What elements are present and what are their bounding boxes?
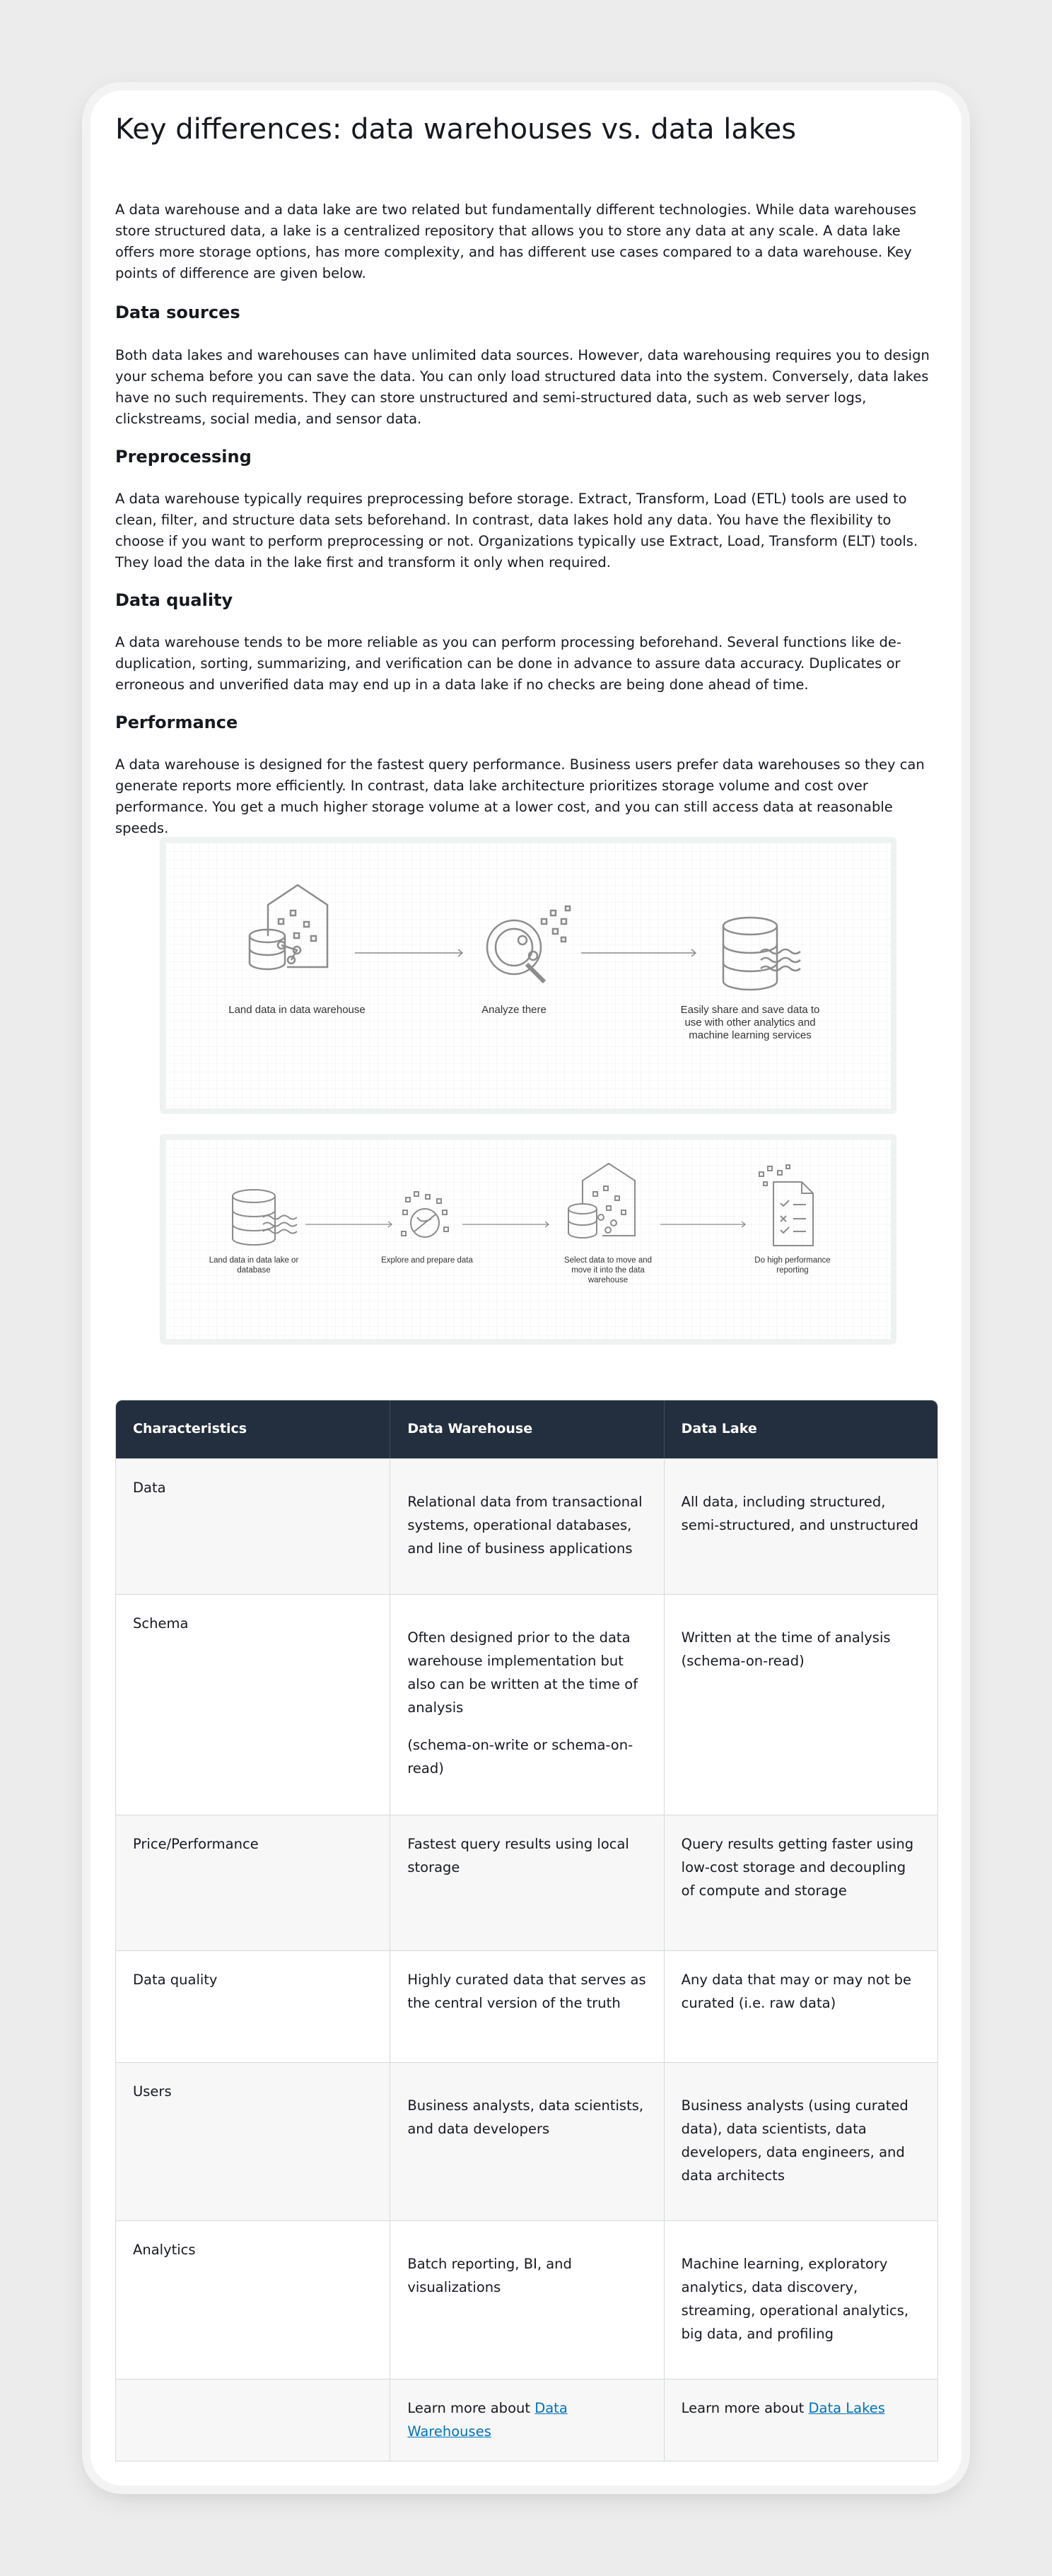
page-title: Key differences: data warehouses vs. data lakes — [115, 113, 797, 146]
cell-text: Business analysts, data scientists, and data developers — [407, 2097, 644, 2137]
lake-cell — [664, 1459, 937, 1594]
warehouse-cell — [390, 1595, 663, 1815]
cell-text: (schema-on-write or schema-on-read) — [407, 1737, 633, 1776]
cell-text: Written at the time of analysis (schema-on-read) — [681, 1629, 891, 1669]
share-database-icon — [723, 918, 800, 990]
table-row — [116, 1950, 937, 2062]
move-warehouse-icon — [568, 1164, 635, 1238]
cell-text: Often designed prior to the data warehouse implementation but also can be written at the time of analysis — [407, 1629, 638, 1716]
lake-cell — [664, 1815, 937, 1950]
lake-cell — [664, 1595, 937, 1815]
row-label: Data quality — [133, 1972, 218, 1988]
warehouse-learn-more-cell — [390, 2379, 663, 2461]
header-data-lake: Data Lake — [664, 1400, 937, 1458]
cell-text: Batch reporting, BI, and visualizations — [407, 2256, 572, 2295]
row-label: Price/Performance — [133, 1836, 259, 1852]
row-label: Analytics — [133, 2242, 196, 2258]
step-share-save-data: Easily share and save data to use with other analytics and machine learning services — [680, 1004, 820, 1041]
heading-preprocessing: Preprocessing — [115, 447, 252, 467]
lake-cell — [664, 2063, 937, 2220]
step-high-performance-reporting: Do high performance reporting — [754, 1256, 831, 1275]
cell-text: Query results getting faster using low-cost storage and decoupling of compute and storage — [681, 1836, 914, 1899]
lake-cell — [664, 2221, 937, 2379]
analyze-magnifier-icon — [487, 906, 570, 982]
lake-database-icon — [233, 1190, 297, 1245]
table-row — [116, 1594, 937, 1815]
paragraph-preprocessing: A data warehouse typically requires preprocessing before storage. Extract, Transform, Load (ETL) tools are used to clean, filter, and structure data sets beforehand. In contrast, data lakes hold any data. You have the flexibility to choose if you want to perform preprocessing or not. Organizations typically use Extract, Load, Transform (ELT) tools. They load the data in the lake first and transform it only when required. — [115, 491, 918, 570]
heading-data-quality: Data quality — [115, 590, 233, 610]
header-characteristics: Characteristics — [133, 1421, 247, 1436]
step-land-data-warehouse: Land data in data warehouse — [228, 1004, 366, 1016]
warehouse-cell — [390, 1459, 663, 1594]
paragraph-data-quality: A data warehouse tends to be more reliable as you can perform processing beforehand. Several functions like de-duplication, sorting, summarizing, and verification can be done in advance to assure data accuracy. Duplicates or erroneous and unverified data may end up in a data lake if no checks are being done ahead of time. — [115, 634, 901, 693]
cell-text: Relational data from transactional systems, operational databases, and line of business applications — [407, 1494, 643, 1557]
warehouse-flow-diagram — [160, 837, 896, 1114]
cell-text: Business analysts (using curated data), data scientists, data developers, data engineers, and data architects — [681, 2097, 908, 2184]
heading-performance: Performance — [115, 713, 238, 732]
lake-cell — [664, 1951, 937, 2062]
cell-text: All data, including structured, semi-structured, and unstructured — [681, 1494, 919, 1533]
header-data-warehouse: Data Warehouse — [390, 1400, 663, 1458]
table-row — [116, 2062, 937, 2220]
learn-more-prefix: Learn more about — [407, 2400, 535, 2416]
step-land-data-lake: Land data in data lake or database — [209, 1256, 299, 1275]
lake-learn-more-cell — [664, 2379, 937, 2461]
warehouse-cell — [390, 2063, 663, 2220]
warehouse-flow-svg — [165, 843, 891, 1108]
table-row — [116, 2220, 937, 2379]
paragraph-data-sources: Both data lakes and warehouses can have unlimited data sources. However, data warehousing requires you to design your schema before you can save the data. You can only load structured data into the system. Conversely, data lakes have no such requirements. They can store unstructured and semi-structured data, such as web server logs, clickstreams, social media, and sensor data. — [115, 347, 930, 427]
warehouse-cell — [390, 1951, 663, 2062]
article-card — [90, 90, 962, 2486]
table-row — [116, 1458, 937, 1594]
table-row-learn-more — [116, 2379, 937, 2461]
step-analyze-there: Analyze there — [481, 1004, 547, 1016]
cell-text: Machine learning, exploratory analytics, data discovery, streaming, operational analytics, big data, and profiling — [681, 2256, 909, 2342]
learn-more-prefix: Learn more about — [681, 2400, 809, 2416]
table-row — [116, 1815, 937, 1950]
warehouse-cell — [390, 2221, 663, 2379]
explore-prepare-icon — [402, 1192, 448, 1237]
data-warehouses-link[interactable]: Data Warehouses — [407, 2400, 568, 2440]
cell-text: Any data that may or may not be curated (i.e. raw data) — [681, 1972, 912, 2011]
warehouse-database-icon — [250, 885, 327, 969]
lake-flow-diagram — [160, 1134, 896, 1345]
row-label: Schema — [133, 1615, 189, 1632]
report-document-icon — [759, 1165, 813, 1246]
comparison-table — [115, 1400, 938, 2461]
heading-data-sources: Data sources — [115, 303, 240, 322]
paragraph-performance: A data warehouse is designed for the fastest query performance. Business users prefer data warehouses so they can generate reports more efficiently. In contrast, data lake architecture prioritizes storage volume and cost over performance. You get a much higher storage volume at a lower cost, and you can still access data at reasonable speeds. — [115, 756, 925, 836]
table-header-row — [116, 1400, 937, 1458]
row-label: Users — [133, 2083, 172, 2100]
empty-cell — [116, 2379, 390, 2461]
cell-text: Fastest query results using local storage — [407, 1836, 629, 1875]
warehouse-cell — [390, 1815, 663, 1950]
step-explore-prepare: Explore and prepare data — [381, 1256, 473, 1265]
intro-paragraph: A data warehouse and a data lake are two related but fundamentally different technologies. While data warehouses store structured data, a lake is a centralized repository that allows you to store any data at any scale. A data lake offers more storage options, has more complexity, and has different use cases compared to a data warehouse. Key points of difference are given below. — [115, 201, 917, 281]
cell-text: Highly curated data that serves as the central version of the truth — [407, 1972, 646, 2011]
row-label: Data — [133, 1480, 166, 1496]
data-lakes-link[interactable]: Data Lakes — [808, 2400, 885, 2416]
lake-flow-svg — [165, 1140, 891, 1339]
step-move-to-warehouse: Select data to move and move it into the data warehouse — [563, 1256, 653, 1284]
